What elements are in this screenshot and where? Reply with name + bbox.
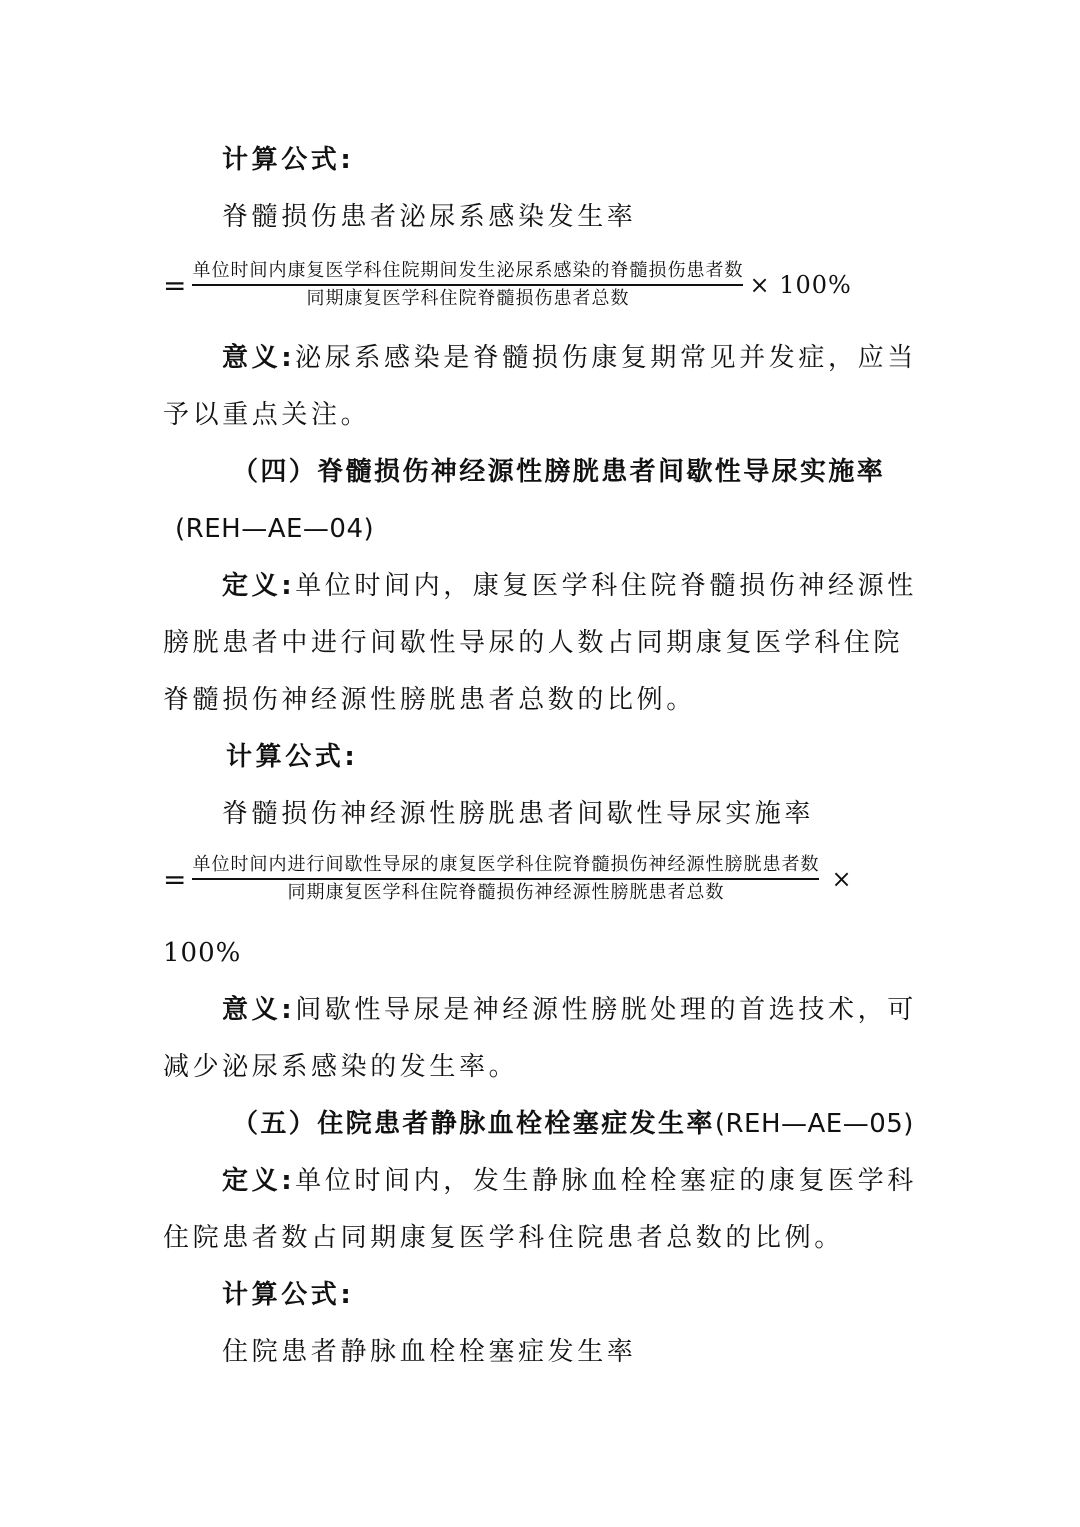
multiplier-wrap: 100% (163, 938, 242, 968)
meaning-paragraph (222, 992, 917, 1028)
multiplier: × (831, 865, 853, 893)
equals-sign: = (163, 862, 187, 896)
numerator: 单位时间内康复医学科住院期间发生泌尿系感染的脊髓损伤患者数 (192, 260, 744, 281)
definition-label: 定义: (222, 1166, 296, 1196)
section-code: (REH—AE—04) (175, 514, 375, 544)
definition-paragraph (222, 568, 917, 604)
formula-ic-rate (163, 852, 853, 906)
meaning-text-cont: 予以重点关注。 (163, 400, 371, 430)
section-heading (232, 1106, 914, 1142)
meaning-text: 泌尿系感染是脊髓损伤康复期常见并发症，应当 (295, 343, 917, 373)
formula-label: 计算公式: (222, 145, 355, 175)
definition-paragraph (222, 1163, 917, 1199)
meaning-label: 意义: (222, 995, 296, 1025)
meaning-text: 间歇性导尿是神经源性膀胱处理的首选技术，可 (295, 995, 917, 1025)
definition-text: 单位时间内，发生静脉血栓栓塞症的康复医学科 (295, 1166, 917, 1196)
section-heading: （四）脊髓损伤神经源性膀胱患者间歇性导尿实施率 (232, 457, 886, 487)
formula-label: 计算公式: (226, 742, 359, 772)
multiplier: × 100% (749, 271, 852, 299)
meaning-text-cont: 减少泌尿系感染的发生率。 (163, 1052, 519, 1082)
definition-label: 定义: (222, 571, 296, 601)
numerator: 单位时间内进行间歇性导尿的康复医学科住院脊髓损伤神经源性膀胱患者数 (192, 854, 820, 875)
meaning-paragraph (222, 340, 917, 376)
equals-sign: = (163, 268, 187, 302)
definition-text-cont: 住院患者数占同期康复医学科住院患者总数的比例。 (163, 1223, 844, 1253)
formula-name: 脊髓损伤患者泌尿系感染发生率 (222, 202, 637, 232)
fraction (192, 258, 743, 312)
fraction (192, 852, 819, 906)
denominator: 同期康复医学科住院脊髓损伤神经源性膀胱患者总数 (287, 882, 725, 903)
section-code: (REH—AE—05) (714, 1109, 914, 1139)
meaning-label: 意义: (222, 343, 296, 373)
formula-label: 计算公式: (222, 1280, 355, 1310)
definition-text-cont: 脊髓损伤神经源性膀胱患者总数的比例。 (163, 685, 696, 715)
formula-name: 脊髓损伤神经源性膀胱患者间歇性导尿实施率 (222, 799, 815, 829)
formula-uti-rate (163, 258, 852, 312)
definition-text-cont: 膀胱患者中进行间歇性导尿的人数占同期康复医学科住院 (163, 628, 904, 658)
formula-name: 住院患者静脉血栓栓塞症发生率 (222, 1337, 637, 1367)
denominator: 同期康复医学科住院脊髓损伤患者总数 (306, 288, 630, 309)
section-title: （五）住院患者静脉血栓栓塞症发生率 (232, 1109, 715, 1139)
definition-text: 单位时间内，康复医学科住院脊髓损伤神经源性 (295, 571, 917, 601)
